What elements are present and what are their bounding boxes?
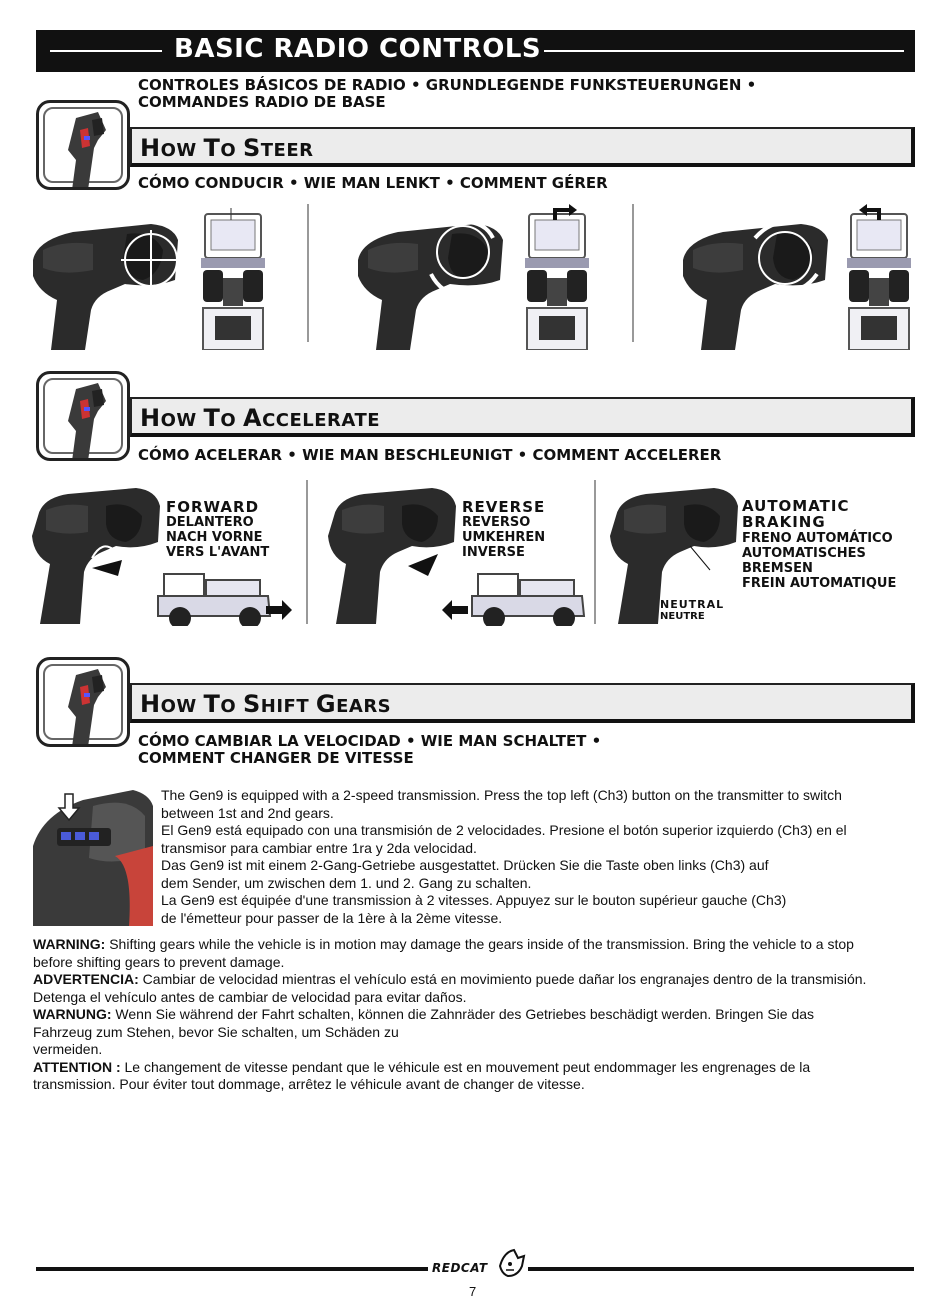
warning-de: WARNUNG: Wenn Sie während der Fahrt schalten, können die Zahnräder des Getriebes beschädigt werden. Bringen Sie das (33, 1006, 815, 1022)
shift-de-2: dem Sender, um zwischen dem 1. und 2. Gang zu schalten. (161, 874, 532, 891)
forward-translations (166, 515, 269, 560)
transmitter-icon (36, 371, 130, 461)
warning-fr: ATTENTION : Le changement de vitesse pendant que le véhicule est en mouvement peut endommager les engrenages de la (33, 1058, 811, 1075)
reverse-fr: INVERSE (462, 545, 525, 560)
braking-de-1: AUTOMATISCHES (742, 546, 866, 561)
shift-subtitle-line1: CÓMO CAMBIAR LA VELOCIDAD • WIE MAN SCHALTET • (138, 732, 602, 750)
page-subtitle-line2: COMMANDES RADIO DE BASE (138, 93, 386, 111)
shift-section-header (130, 683, 915, 723)
warning-fr-2: transmission. Pour éviter tout dommage, arrêtez le véhicule avant de changer de vitesse. (33, 1076, 585, 1092)
braking-label-line2: BRAKING (742, 513, 826, 531)
braking-de-2: BREMSEN (742, 561, 813, 576)
footer-rule-right (528, 1267, 914, 1271)
neutral-label (660, 599, 724, 623)
footer-rule-left (36, 1267, 428, 1271)
reverse-de: UMKEHREN (462, 530, 546, 545)
braking-es: FRENO AUTOMÁTICO (742, 531, 893, 546)
shift-fr-1: La Gen9 est équipée d'une transmission à 2 vitesses. Appuyez sur le bouton supérieur gauche (Ch3) (161, 892, 787, 908)
shift-instructions (161, 787, 847, 927)
accelerate-section-header (130, 397, 915, 437)
warning-es-2: Detenga el vehículo antes de cambiar de velocidad para evitar daños. (33, 988, 467, 1005)
forward-es: DELANTERO (166, 515, 254, 530)
forward-fr: VERS L'AVANT (166, 545, 270, 560)
redcat-logo-icon (494, 1246, 528, 1280)
steer-section-icon (36, 100, 130, 190)
shift-warnings (33, 936, 866, 1094)
warning-en-2: before shifting gears to prevent damage. (33, 953, 285, 970)
transmitter-icon (36, 100, 130, 190)
page-banner (36, 30, 915, 72)
banner-rule-right (544, 50, 904, 52)
braking-translations (742, 531, 896, 591)
shift-es-2: transmisor para cambiar entre 1ra y 2da velocidad. (161, 839, 477, 856)
braking-label (742, 498, 850, 530)
accelerate-section-title: HOW TO ACCELERATE (140, 404, 381, 432)
steer-section-title: HOW TO STEER (140, 134, 314, 162)
forward-label: FORWARD (166, 498, 260, 516)
brand-logo: REDCAT (432, 1261, 488, 1275)
warning-en: WARNING: Shifting gears while the vehicle is in motion may damage the gears inside of the transmission. Bring the vehicle to a stop (33, 936, 854, 952)
shift-en-1: The Gen9 is equipped with a 2-speed transmission. Press the top left (Ch3) button on the transmitter to switch (161, 787, 842, 803)
neutral-en: NEUTRAL (660, 598, 725, 611)
shift-es-1: El Gen9 está equipado con una transmisión de 2 velocidades. Presione el botón superior izquierdo (Ch3) en el (161, 822, 847, 838)
shift-fr-2: de l'émetteur pour passer de la 1ère à la 2ème vitesse. (161, 909, 503, 926)
page-subtitle (138, 77, 838, 111)
accelerate-section-icon (36, 371, 130, 461)
reverse-translations (462, 515, 545, 560)
shift-section-icon (36, 657, 130, 747)
page-title: BASIC RADIO CONTROLS (174, 34, 542, 64)
shift-section-subtitle (138, 733, 601, 767)
warning-es: ADVERTENCIA: Cambiar de velocidad mientras el vehículo está en movimiento puede dañar los engranajes dentro de la transmisión. (33, 971, 867, 987)
page-number: 7 (469, 1284, 477, 1299)
steer-section-header (130, 127, 915, 167)
shift-subtitle-line2: COMMENT CHANGER DE VITESSE (138, 749, 414, 767)
ch3-button-photo (33, 786, 153, 926)
accelerate-section-subtitle: CÓMO ACELERAR • WIE MAN BESCHLEUNIGT • COMMENT ACCELERER (138, 446, 722, 464)
page-subtitle-line1: CONTROLES BÁSICOS DE RADIO • GRUNDLEGENDE FUNKSTEUERUNGEN • (138, 76, 757, 94)
transmitter-icon (36, 657, 130, 747)
reverse-es: REVERSO (462, 515, 531, 530)
neutral-fr: NEUTRE (660, 611, 705, 622)
warning-de-3: vermeiden. (33, 1041, 103, 1057)
shift-section-title: HOW TO SHIFT GEARS (140, 690, 392, 718)
forward-de: NACH VORNE (166, 530, 263, 545)
steer-illustrations (33, 200, 913, 350)
warning-de-2: Fahrzeug zum Stehen, bevor Sie schalten, um Schäden zu (33, 1023, 399, 1040)
braking-fr: FREIN AUTOMATIQUE (742, 576, 897, 591)
shift-de-1: Das Gen9 ist mit einem 2-Gang-Getriebe ausgestattet. Drücken Sie die Taste oben links (Ch3) auf (161, 857, 769, 873)
reverse-label: REVERSE (462, 498, 546, 516)
shift-en-2: between 1st and 2nd gears. (161, 804, 334, 821)
steer-section-subtitle: CÓMO CONDUCIR • WIE MAN LENKT • COMMENT GÉRER (138, 174, 608, 192)
banner-rule-left (50, 50, 162, 52)
braking-label-line1: AUTOMATIC (742, 497, 850, 515)
